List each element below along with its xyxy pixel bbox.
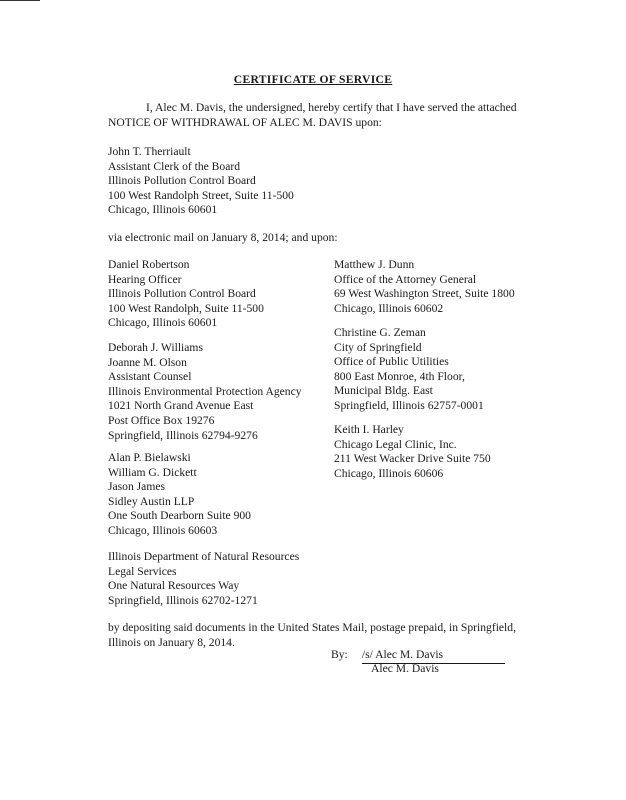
address-line: Matthew J. Dunn [334, 258, 415, 271]
address-line: Sidley Austin LLP [108, 494, 195, 508]
address-line: Chicago Legal Clinic, Inc. [334, 437, 457, 451]
service-address-block [334, 258, 515, 316]
address-line: Springfield, Illinois 62702-1271 [108, 593, 258, 607]
address-line: Chicago, Illinois 60601 [108, 203, 218, 217]
closing-line-2: Illinois on January 8, 2014. [108, 635, 235, 649]
address-line: Chicago, Illinois 60602 [334, 301, 444, 315]
intro-line-1: I, Alec M. Davis, the undersigned, hereby certify that I have served the attached [146, 101, 517, 114]
address-line: 800 East Monroe, 4th Floor, [334, 369, 465, 383]
page-corner-mark [0, 0, 40, 1]
signature-line: /s/ Alec M. Davis [362, 648, 505, 664]
address-line: Municipal Bldg. East [334, 384, 433, 398]
address-line: 211 West Wacker Drive Suite 750 [334, 452, 491, 466]
service-address-block [334, 326, 484, 414]
service-address-block [334, 423, 491, 481]
via-email-line: via electronic mail on January 8, 2014; and upon: [108, 231, 338, 244]
signature-by-label: By: [331, 648, 348, 661]
document-title: CERTIFICATE OF SERVICE [233, 73, 393, 86]
service-address-block [108, 550, 299, 608]
address-line: Illinois Department of Natural Resources [108, 550, 300, 563]
closing-line-1: by depositing said documents in the United States Mail, postage prepaid, in Springfield, [108, 621, 516, 634]
signer-name: Alec M. Davis [371, 662, 439, 675]
address-line: One South Dearborn Suite 900 [108, 509, 251, 523]
address-line: Christine G. Zeman [334, 326, 426, 339]
intro-paragraph [108, 101, 548, 130]
address-line: Alan P. Bielawski [108, 451, 191, 464]
address-line: City of Springfield [334, 340, 422, 354]
address-line: Illinois Pollution Control Board [108, 174, 256, 188]
address-line: Post Office Box 19276 [108, 413, 215, 427]
address-line: Springfield, Illinois 62794-9276 [108, 428, 258, 442]
address-line: Chicago, Illinois 60603 [108, 523, 218, 537]
address-line: Assistant Counsel [108, 370, 192, 384]
address-line: 69 West Washington Street, Suite 1800 [334, 287, 515, 301]
address-line: Legal Services [108, 564, 177, 578]
intro-line-2: NOTICE OF WITHDRAWAL OF ALEC M. DAVIS upon: [108, 115, 382, 129]
address-line: Assistant Clerk of the Board [108, 159, 241, 173]
closing-paragraph [108, 621, 568, 650]
address-line: 100 West Randolph, Suite 11-500 [108, 301, 264, 315]
clerk-address-block [108, 145, 294, 218]
address-line: Chicago, Illinois 60606 [334, 466, 444, 480]
address-line: Deborah J. Williams [108, 341, 203, 354]
service-address-block [108, 451, 251, 539]
address-line: One Natural Resources Way [108, 579, 240, 593]
address-line: John T. Therriault [108, 145, 191, 158]
address-line: Chicago, Illinois 60601 [108, 316, 218, 330]
address-line: Hearing Officer [108, 272, 182, 286]
service-address-block [108, 258, 264, 331]
address-line: William G. Dickett [108, 465, 197, 479]
address-line: Illinois Pollution Control Board [108, 287, 256, 301]
address-line: Office of the Attorney General [334, 272, 477, 286]
address-line: Springfield, Illinois 62757-0001 [334, 398, 484, 412]
address-line: Office of Public Utilities [334, 355, 449, 369]
address-line: Joanne M. Olson [108, 355, 187, 369]
address-line: Illinois Environmental Protection Agency [108, 384, 302, 398]
address-line: Jason James [108, 480, 165, 494]
service-address-block [108, 341, 302, 443]
address-line: 100 West Randolph Street, Suite 11-500 [108, 188, 294, 202]
address-line: Daniel Robertson [108, 258, 190, 271]
address-line: Keith I. Harley [334, 423, 404, 436]
address-line: 1021 North Grand Avenue East [108, 399, 254, 413]
